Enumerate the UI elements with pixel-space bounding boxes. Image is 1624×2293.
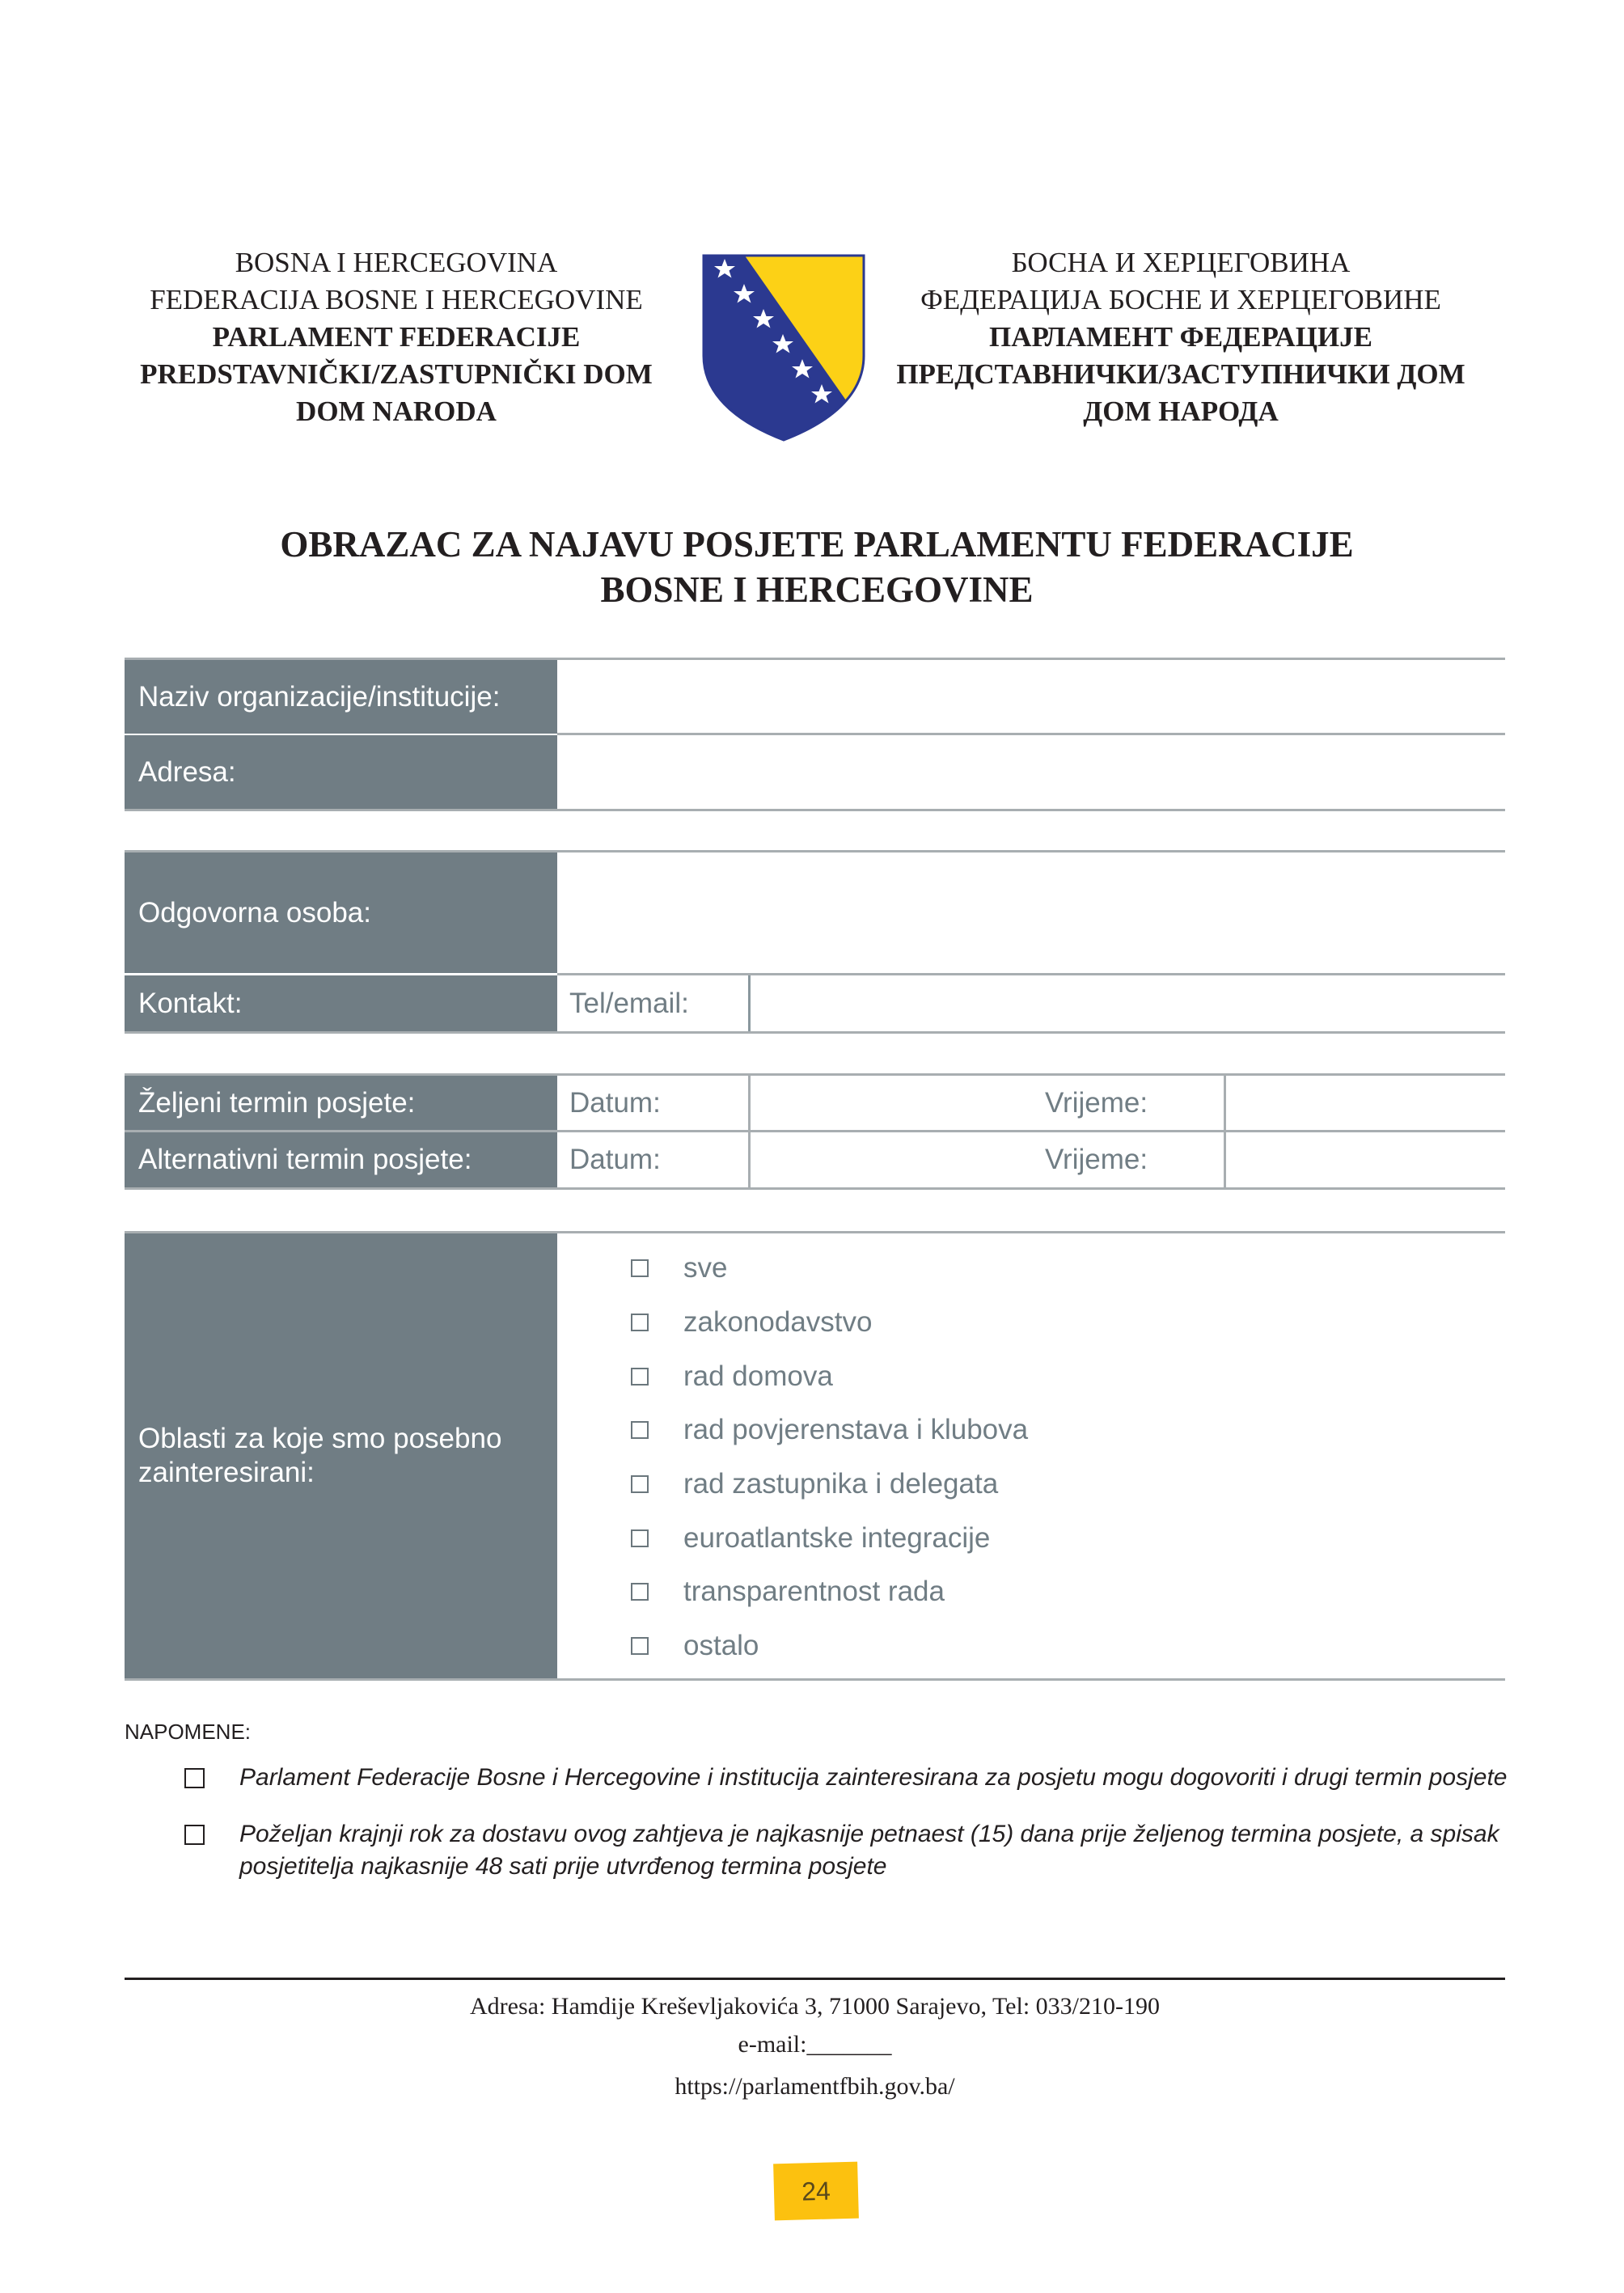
- preferred-time-label: Vrijeme:: [1045, 1086, 1148, 1119]
- interest-option[interactable]: [631, 1412, 1028, 1448]
- header-parliament-cyr: ПАРЛАМЕНТ ФЕДЕРАЦИЈЕ: [989, 321, 1372, 353]
- note-text: Poželjan krajnji rok za dostavu ovog zahtjeva je najkasnije petnaest (15) dana prije željenog termina posjete, a spisak posjetitelja najkasnije 48 sati prije utvrđenog termina posjete: [239, 1821, 1499, 1880]
- interest-option[interactable]: [631, 1359, 833, 1394]
- contact-row: [125, 975, 1505, 1031]
- page-number: 24: [773, 2162, 859, 2221]
- note-item: [184, 1762, 1519, 1797]
- responsible-field[interactable]: [557, 852, 1505, 973]
- footer-divider: [125, 1978, 1505, 1980]
- interest-option-label: sve: [683, 1252, 728, 1284]
- checkbox[interactable]: [631, 1421, 649, 1439]
- form-title: [113, 522, 1520, 612]
- interest-option-label: rad domova: [683, 1360, 833, 1392]
- preferred-date-field[interactable]: [750, 1076, 1033, 1130]
- checkbox[interactable]: [631, 1475, 649, 1493]
- header-left-latin: [113, 244, 679, 430]
- note-text: Parlament Federacije Bosne i Hercegovine i institucija zainteresirana za posjetu mogu dogovoriti i drugi termin posjete: [239, 1764, 1508, 1791]
- address-label: Adresa:: [125, 735, 557, 809]
- cell-divider: [1224, 1076, 1226, 1187]
- alternative-date-field[interactable]: [750, 1132, 1033, 1187]
- checkbox[interactable]: [631, 1637, 649, 1655]
- interest-option[interactable]: [631, 1628, 759, 1664]
- header-house-peoples: DOM NARODA: [296, 396, 497, 427]
- header-federation: FEDERACIJA BOSNE I HERCEGOVINE: [150, 284, 643, 315]
- table-border: [125, 1187, 1505, 1190]
- table-border: [125, 809, 1505, 811]
- form-title-line2: BOSNE I HERCEGOVINE: [600, 569, 1034, 610]
- checkbox[interactable]: [631, 1368, 649, 1386]
- cell-divider: [748, 975, 751, 1031]
- footer-address: Adresa: Hamdije Kreševljakovića 3, 71000 Sarajevo, Tel: 033/210-190: [470, 1993, 1160, 2020]
- checkbox[interactable]: [184, 1825, 205, 1845]
- checkbox[interactable]: [631, 1583, 649, 1601]
- interest-option[interactable]: [631, 1466, 998, 1502]
- preferred-time-field[interactable]: [1225, 1076, 1505, 1130]
- checkbox[interactable]: [631, 1529, 649, 1547]
- interest-option[interactable]: [631, 1305, 872, 1340]
- organization-field[interactable]: [557, 660, 1505, 734]
- interest-option[interactable]: [631, 1521, 990, 1556]
- alternative-date-label: Datum:: [569, 1144, 661, 1175]
- alternative-time-field[interactable]: [1225, 1132, 1505, 1187]
- contact-sub-label: Tel/email:: [569, 987, 689, 1019]
- cell-divider: [748, 1076, 751, 1187]
- contact-label: Kontakt:: [125, 975, 557, 1031]
- organization-label: Naziv organizacije/institucije:: [125, 660, 557, 734]
- preferred-term-label: Željeni termin posjete:: [125, 1076, 557, 1130]
- header-country: BOSNA I HERCEGOVINA: [235, 247, 558, 278]
- address-row: [125, 735, 1505, 809]
- alternative-term-label: Alternativni termin posjete:: [125, 1132, 557, 1187]
- alternative-term-row: [125, 1132, 1505, 1187]
- interest-option-label: ostalo: [683, 1630, 759, 1661]
- alternative-time-label: Vrijeme:: [1045, 1144, 1148, 1175]
- table-border: [125, 1031, 1505, 1034]
- note-item: [184, 1818, 1519, 1886]
- contact-field[interactable]: [750, 975, 1505, 1031]
- checkbox[interactable]: [631, 1314, 649, 1331]
- table-border: [125, 1678, 1505, 1681]
- preferred-term-row: [125, 1076, 1505, 1130]
- header-parliament: PARLAMENT FEDERACIJE: [212, 321, 581, 353]
- header-house-representatives-cyr: ПРЕДСТАВНИЧКИ/ЗАСТУПНИЧКИ ДОМ: [896, 358, 1465, 390]
- address-field[interactable]: [557, 735, 1505, 809]
- responsible-label: Odgovorna osoba:: [125, 852, 557, 973]
- form-title-line1: OBRAZAC ZA NAJAVU POSJETE PARLAMENTU FEDERACIJE: [280, 524, 1354, 565]
- interest-option[interactable]: [631, 1250, 727, 1286]
- checkbox[interactable]: [631, 1259, 649, 1277]
- notes-title: NAPOMENE:: [125, 1720, 252, 1744]
- header-house-representatives: PREDSTAVNIČKI/ZASTUPNIČKI DOM: [140, 358, 653, 390]
- interest-option-label: zakonodavstvo: [683, 1306, 873, 1338]
- header-federation-cyr: ФЕДЕРАЦИЈА БОСНЕ И ХЕРЦЕГОВИНЕ: [920, 284, 1441, 315]
- interest-option-label: euroatlantske integracije: [683, 1522, 991, 1554]
- footer-website[interactable]: https://parlamentfbih.gov.ba/: [675, 2073, 955, 2100]
- interest-option-label: transparentnost rada: [683, 1576, 945, 1607]
- header-right-cyrillic: [882, 244, 1480, 430]
- coat-of-arms-icon: [700, 252, 867, 443]
- interest-option-label: rad zastupnika i delegata: [683, 1468, 999, 1500]
- organization-row: [125, 660, 1505, 734]
- interests-label: Oblasti za koje smo posebno zainteresirani:: [125, 1233, 557, 1678]
- footer-email: e-mail:_______: [738, 2031, 892, 2058]
- responsible-row: [125, 852, 1505, 973]
- preferred-date-label: Datum:: [569, 1086, 661, 1119]
- header-house-peoples-cyr: ДОМ НАРОДА: [1083, 396, 1279, 427]
- checkbox[interactable]: [184, 1768, 205, 1788]
- interest-option-label: rad povjerenstava i klubova: [683, 1414, 1029, 1445]
- header-country-cyr: БОСНА И ХЕРЦЕГОВИНА: [1011, 247, 1351, 278]
- interest-option[interactable]: [631, 1574, 945, 1610]
